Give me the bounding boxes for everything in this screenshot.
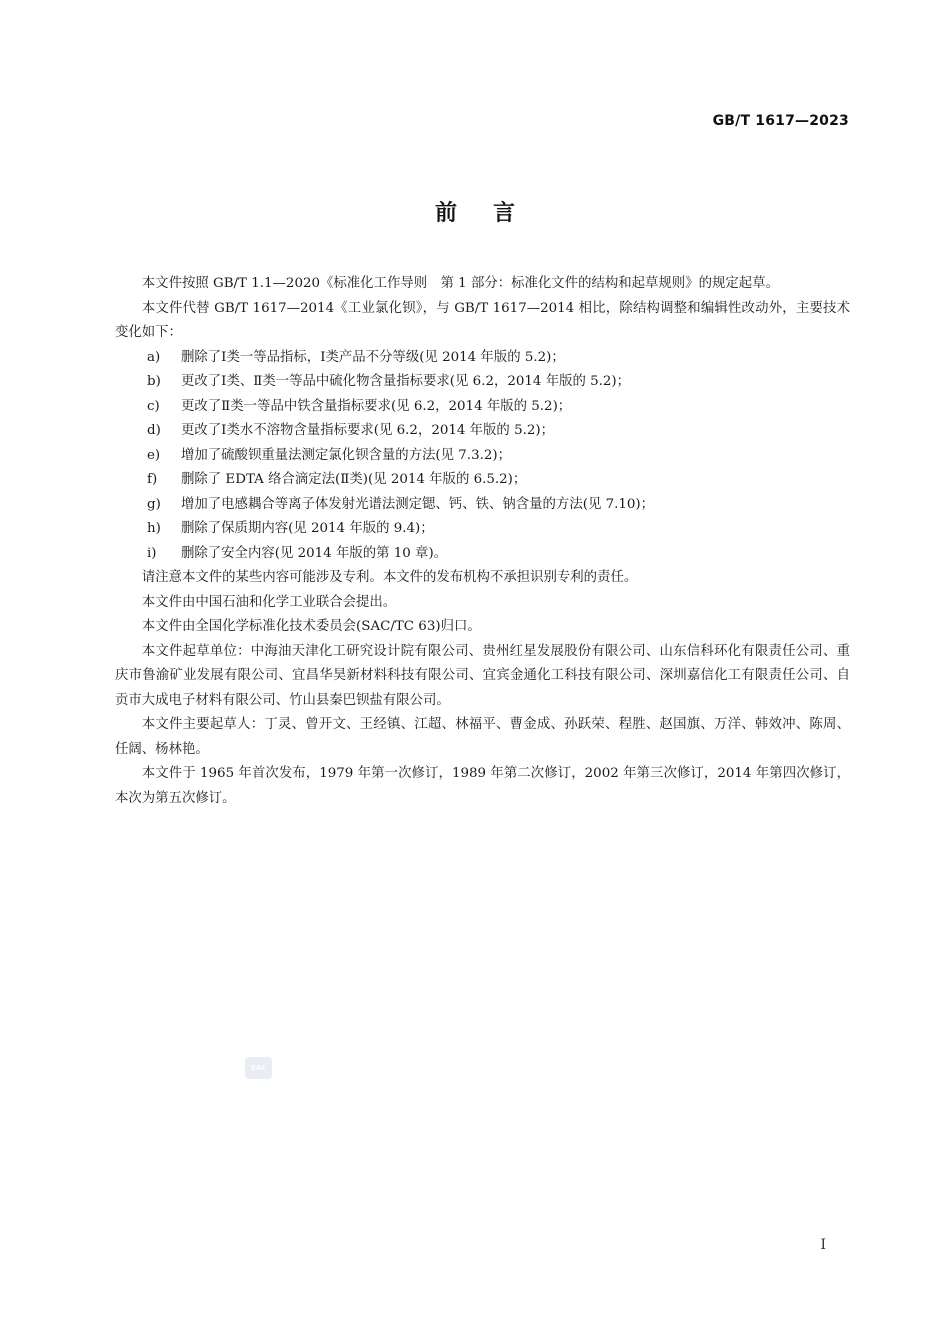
list-item-text: 删除了安全内容(见 2014 年版的第 10 章)。: [181, 545, 448, 561]
list-item-text: 增加了电感耦合等离子体发射光谱法测定锶、钙、铁、钠含量的方法(见 7.10)；: [181, 496, 655, 512]
list-item-text: 增加了硫酸钡重量法测定氯化钡含量的方法(见 7.3.2)；: [181, 447, 511, 463]
list-item-text: 删除了Ⅰ类一等品指标，Ⅰ类产品不分等级(见 2014 年版的 5.2)；: [181, 349, 565, 365]
list-item: [115, 517, 850, 542]
paragraph-history: 本文件于 1965 年首次发布，1979 年第一次修订，1989 年第二次修订，2002 年第三次修订，2014 年第四次修订，本次为第五次修订。: [115, 766, 850, 806]
list-item: [115, 444, 850, 469]
list-marker: f): [147, 472, 158, 487]
standard-number: GB/T 1617—2023: [712, 113, 849, 129]
paragraph-proposer: 本文件由中国石油和化学工业联合会提出。: [141, 594, 397, 610]
changes-list: [115, 346, 850, 567]
paragraph-drafting-units: 本文件起草单位：中海油天津化工研究设计院有限公司、贵州红星发展股份有限公司、山东信科环化有限责任公司、重庆市鲁渝矿业发展有限公司、宜昌华昊新材料科技有限公司、宜宾金通化工科技有限公司、深圳嘉信化工有限责任公司、自贡市大成电子材料有限公司、竹山县秦巴钡盐有限公司。: [115, 643, 850, 708]
list-item: [115, 468, 850, 493]
list-marker: d): [147, 423, 161, 438]
paragraph-patent-notice: 请注意本文件的某些内容可能涉及专利。本文件的发布机构不承担识别专利的责任。: [141, 570, 638, 585]
list-item: [115, 493, 850, 518]
list-marker: g): [147, 496, 161, 512]
list-item: [115, 370, 850, 395]
list-marker: b): [147, 374, 161, 389]
list-marker: c): [147, 398, 160, 414]
page-title: 前言: [434, 201, 551, 226]
list-item-text: 更改了Ⅰ类水不溶物含量指标要求(见 6.2，2014 年版的 5.2)；: [181, 423, 554, 438]
paragraph-committee: 本文件由全国化学标准化技术委员会(SAC/TC 63)归口。: [141, 619, 481, 634]
list-item-text: 更改了Ⅱ类一等品中铁含量指标要求(见 6.2，2014 年版的 5.2)；: [181, 398, 572, 414]
list-item-text: 更改了Ⅰ类、Ⅱ类一等品中硫化物含量指标要求(见 6.2，2014 年版的 5.2)；: [181, 374, 631, 389]
paragraph-drafters: 本文件主要起草人：丁灵、曾开文、王经镇、江超、林福平、曹金成、孙跃荣、程胜、赵国旗、万洋、韩效冲、陈周、任阔、杨林艳。: [115, 717, 850, 757]
list-item: [115, 346, 850, 371]
document-body: [115, 272, 850, 811]
list-marker: e): [147, 447, 161, 463]
list-item-text: 删除了保质期内容(见 2014 年版的 9.4)；: [181, 521, 434, 536]
sac-logo-icon: SAC: [245, 1057, 272, 1079]
list-marker: a): [147, 349, 161, 365]
list-item: [115, 542, 850, 567]
paragraph-drafting-rules: 本文件按照 GB/T 1.1—2020《标准化工作导则 第 1 部分：标准化文件的结构和起草规则》的规定起草。: [141, 276, 779, 291]
list-item: [115, 395, 850, 420]
list-marker: i): [147, 545, 157, 561]
paragraph-replacement: 本文件代替 GB/T 1617—2014《工业氯化钡》，与 GB/T 1617—2014 相比，除结构调整和编辑性改动外，主要技术变化如下：: [115, 300, 850, 340]
list-item-text: 删除了 EDTA 络合滴定法(Ⅱ类)(见 2014 年版的 6.5.2)；: [181, 472, 527, 487]
page-number: Ⅰ: [820, 1237, 826, 1253]
list-marker: h): [147, 521, 161, 536]
list-item: [115, 419, 850, 444]
